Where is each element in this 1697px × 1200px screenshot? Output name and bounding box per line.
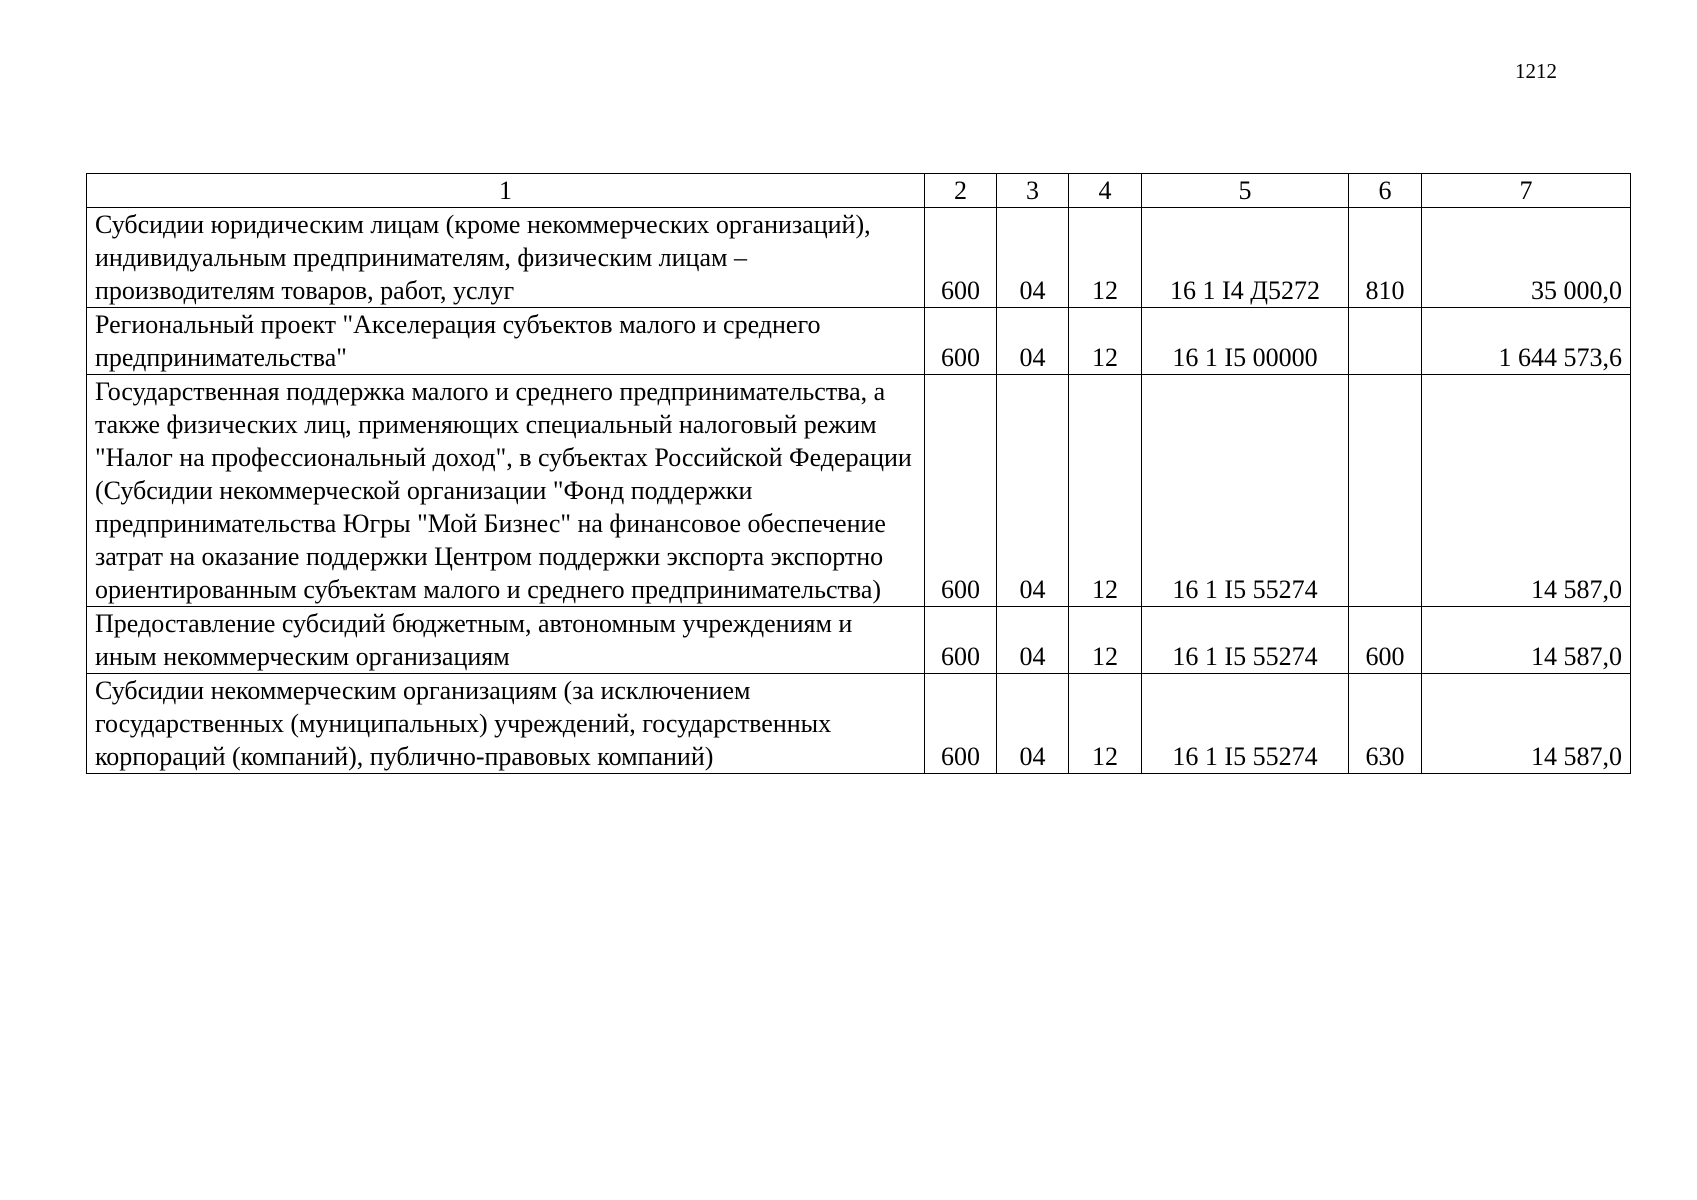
row-col-6 (1349, 308, 1422, 375)
header-col-7: 7 (1422, 174, 1631, 208)
row-col-3: 04 (997, 375, 1069, 607)
row-col-6: 810 (1349, 208, 1422, 308)
row-col-3: 04 (997, 607, 1069, 674)
row-name: Субсидии некоммерческим организациям (за исключением государственных (муниципальных) учреждений, государственных корпораций (компаний), публично-правовых компаний) (87, 674, 925, 774)
header-col-1: 1 (87, 174, 925, 208)
row-col-2: 600 (925, 208, 997, 308)
row-col-4: 12 (1069, 208, 1142, 308)
table-row (87, 208, 1631, 308)
row-name: Предоставление субсидий бюджетным, автономным учреждениям и иным некоммерческим организациям (87, 607, 925, 674)
row-col-4: 12 (1069, 674, 1142, 774)
row-col-7: 14 587,0 (1422, 375, 1631, 607)
row-col-2: 600 (925, 308, 997, 375)
row-col-7: 1 644 573,6 (1422, 308, 1631, 375)
row-col-7: 35 000,0 (1422, 208, 1631, 308)
row-name: Субсидии юридическим лицам (кроме некоммерческих организаций), индивидуальным предпринимателям, физическим лицам – производителям товаров, работ, услуг (87, 208, 925, 308)
row-col-7: 14 587,0 (1422, 674, 1631, 774)
table-row (87, 375, 1631, 607)
row-col-3: 04 (997, 308, 1069, 375)
table-row (87, 674, 1631, 774)
row-col-4: 12 (1069, 607, 1142, 674)
row-col-3: 04 (997, 674, 1069, 774)
budget-table (86, 173, 1631, 774)
row-col-5: 16 1 I5 55274 (1142, 607, 1349, 674)
row-col-4: 12 (1069, 308, 1142, 375)
row-col-2: 600 (925, 607, 997, 674)
header-row (87, 174, 1631, 208)
row-col-2: 600 (925, 375, 997, 607)
row-col-5: 16 1 I4 Д5272 (1142, 208, 1349, 308)
row-col-6: 600 (1349, 607, 1422, 674)
row-col-3: 04 (997, 208, 1069, 308)
row-col-5: 16 1 I5 55274 (1142, 674, 1349, 774)
row-col-7: 14 587,0 (1422, 607, 1631, 674)
header-col-5: 5 (1142, 174, 1349, 208)
table-row (87, 308, 1631, 375)
row-col-6: 630 (1349, 674, 1422, 774)
row-col-5: 16 1 I5 55274 (1142, 375, 1349, 607)
header-col-3: 3 (997, 174, 1069, 208)
row-col-5: 16 1 I5 00000 (1142, 308, 1349, 375)
table-row (87, 607, 1631, 674)
page-number: 1212 (1515, 59, 1557, 83)
row-name: Региональный проект "Акселерация субъектов малого и среднего предпринимательства" (87, 308, 925, 375)
header-col-4: 4 (1069, 174, 1142, 208)
header-col-2: 2 (925, 174, 997, 208)
row-name: Государственная поддержка малого и среднего предпринимательства, а также физических лиц, применяющих специальный налоговый режим "Налог на профессиональный доход", в субъектах Российской Федерации (Субсидии некоммерческой организации "Фонд поддержки предпринимательства Югры "Мой Бизнес" на финансовое обеспечение затрат на оказание поддержки Центром поддержки экспорта экспортно ориентированным субъектам малого и среднего предпринимательства) (87, 375, 925, 607)
row-col-6 (1349, 375, 1422, 607)
row-col-2: 600 (925, 674, 997, 774)
row-col-4: 12 (1069, 375, 1142, 607)
header-col-6: 6 (1349, 174, 1422, 208)
